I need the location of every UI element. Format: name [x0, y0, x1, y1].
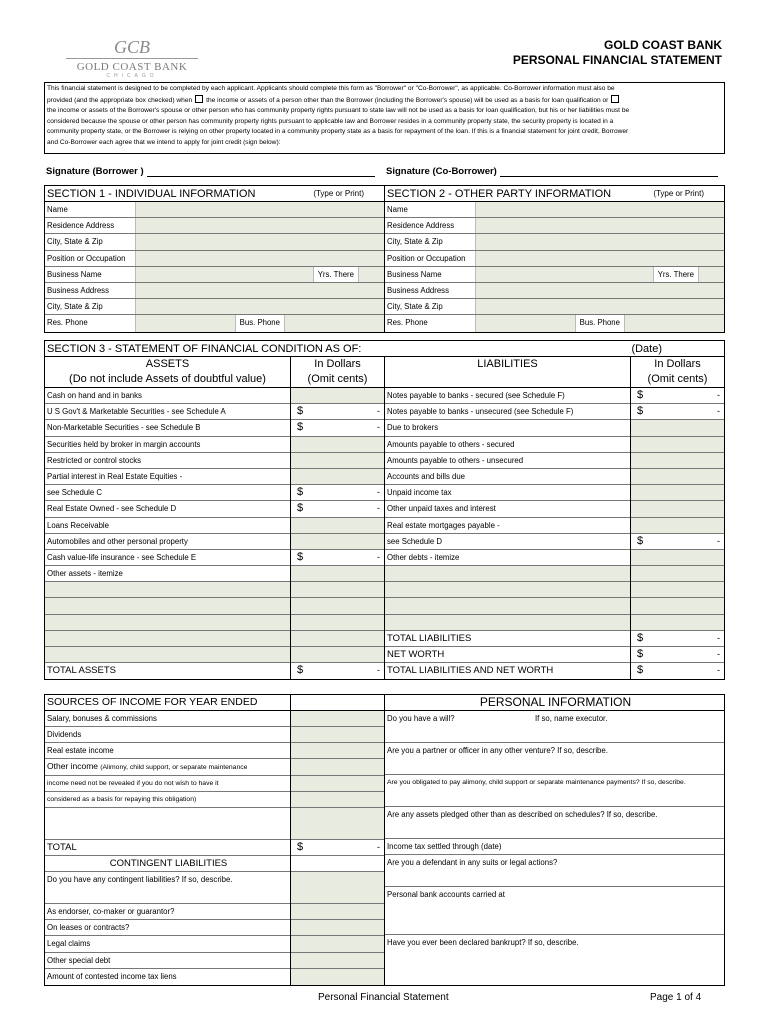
- logo-name: GOLD COAST BANK: [76, 61, 188, 73]
- liability-row[interactable]: [385, 598, 630, 614]
- asset-amount[interactable]: [291, 388, 384, 404]
- asset-amount[interactable]: [291, 550, 384, 566]
- amount-value: -: [717, 649, 720, 659]
- asset-row: Automobiles and other personal property: [45, 534, 290, 550]
- liability-row: NET WORTH: [385, 647, 630, 663]
- s1-city-field[interactable]: City, State & Zip: [45, 234, 384, 250]
- dividends-label: Dividends: [45, 727, 290, 743]
- dollar-sign: $: [297, 421, 304, 434]
- liability-amount[interactable]: [631, 631, 724, 647]
- s2-business-city-field[interactable]: City, State & Zip: [385, 299, 724, 315]
- asset-row[interactable]: [45, 647, 290, 663]
- liability-row: TOTAL LIABILITIES: [385, 631, 630, 647]
- liability-row[interactable]: [385, 566, 630, 582]
- section2-other-party-info: SECTION 2 - OTHER PARTY INFORMATION (Type or Print) Name Residence Address City, State & Zip Position or Occupation Business Name Yrs. There Business Address City, State & Zip Res. Phone Bus. Phone: [384, 185, 725, 333]
- bank-accounts-field[interactable]: Personal bank accounts carried at: [385, 887, 724, 935]
- bank-logo: [62, 38, 202, 79]
- liabilities-amount-column: In Dollars (Omit cents) $ - $ - $ - $ - $ - $ -: [631, 357, 724, 679]
- dividends-amount[interactable]: [291, 727, 384, 743]
- asset-amount[interactable]: [291, 518, 384, 534]
- contingent-title: CONTINGENT LIABILITIES: [45, 856, 290, 872]
- liability-row: Notes payable to banks - unsecured (see Schedule F): [385, 404, 630, 420]
- liability-row[interactable]: [385, 615, 630, 631]
- will-field[interactable]: Do you have a will? If so, name executor.: [385, 711, 724, 743]
- leases-amount[interactable]: [291, 920, 384, 936]
- salary-label: Salary, bonuses & commissions: [45, 711, 290, 727]
- assets-amount-column: In Dollars (Omit cents) $ - $ - $ - $ - $ - $ -: [291, 357, 385, 679]
- liability-row: Other unpaid taxes and interest: [385, 501, 630, 517]
- dollar-sign: $: [637, 648, 644, 660]
- asset-row: TOTAL ASSETS: [47, 665, 116, 677]
- dollar-sign: $: [637, 389, 644, 401]
- liability-amount[interactable]: [631, 647, 724, 663]
- liability-row: Amounts payable to others - secured: [385, 437, 630, 453]
- dollar-sign: $: [297, 502, 304, 515]
- amount-value: -: [377, 422, 380, 433]
- liability-amount[interactable]: [631, 469, 724, 485]
- asset-row[interactable]: [45, 582, 290, 598]
- intro-line: and Co-Borrower each agree that we intend to apply for joint credit (sign below):: [47, 138, 281, 146]
- asset-row[interactable]: [45, 615, 290, 631]
- tax-liens-label: Amount of contested income tax liens: [47, 971, 177, 981]
- asset-amount[interactable]: [291, 420, 384, 436]
- s1-business-city-field[interactable]: City, State & Zip: [45, 299, 384, 315]
- logo-monogram: GCB: [114, 37, 150, 57]
- s2-city-field[interactable]: City, State & Zip: [385, 234, 724, 250]
- amount-value: -: [717, 390, 720, 400]
- s2-name-field[interactable]: Name: [385, 202, 724, 218]
- liability-amount[interactable]: [631, 420, 724, 436]
- asset-amount[interactable]: [291, 647, 384, 663]
- asset-amount[interactable]: [291, 404, 384, 420]
- intro-line: considered because the spouse or other person has community property rights pursuant to applicable law and Borrower resides in a community property state, the security property is located in a: [47, 117, 614, 125]
- s2-phone-field[interactable]: Res. Phone Bus. Phone: [385, 315, 724, 331]
- amount-value: -: [717, 535, 720, 546]
- liability-amount[interactable]: [631, 615, 724, 631]
- pledged-field[interactable]: Are any assets pledged other than as described on schedules? If so, describe.: [385, 807, 724, 839]
- alimony-field[interactable]: Are you obligated to pay alimony, child support or separate maintenance payments? If so, describe.: [385, 775, 724, 807]
- endorser-label: As endorser, co-maker or guarantor?: [45, 904, 290, 920]
- s1-residence-field[interactable]: Residence Address: [45, 218, 384, 234]
- liability-amount[interactable]: [631, 566, 724, 582]
- intro-line: This financial statement is designed to be completed by each applicant. Applicants should complete this form as "Borrower" or "Co-Borrower", as applicable. Co-Borrower information must also be: [47, 85, 615, 92]
- liability-amount[interactable]: [631, 550, 724, 566]
- legal-claims-amount[interactable]: [291, 936, 384, 952]
- section3-financial-condition: [44, 340, 725, 680]
- form-title: PERSONAL FINANCIAL STATEMENT: [512, 53, 722, 67]
- asset-row: Other assets - itemize: [45, 566, 290, 582]
- asset-amount[interactable]: [291, 615, 384, 631]
- liability-amount[interactable]: [631, 437, 724, 453]
- liability-row: TOTAL LIABILITIES AND NET WORTH: [387, 665, 554, 677]
- dollar-sign: $: [637, 664, 644, 677]
- dollar-sign: $: [637, 631, 644, 644]
- tax-liens-amount[interactable]: [291, 969, 384, 985]
- asset-row: Loans Receivable: [45, 518, 290, 534]
- asset-amount[interactable]: [291, 663, 384, 679]
- s2-business-address-field[interactable]: Business Address: [385, 283, 724, 299]
- asset-amount[interactable]: [291, 437, 384, 453]
- amount-value: -: [717, 406, 720, 417]
- asset-amount[interactable]: [291, 534, 384, 550]
- s1-phone-field[interactable]: Res. Phone Bus. Phone: [45, 315, 384, 331]
- asset-amount[interactable]: [291, 598, 384, 614]
- liability-amount[interactable]: [631, 501, 724, 517]
- section3-title: SECTION 3 - STATEMENT OF FINANCIAL CONDITION AS OF:: [47, 342, 362, 355]
- intro-line: the income or assets of the Borrower's spouse or other person who has community property rights pursuant to state law will not be used as a basis for loan qualification, but his or her liabilities must be: [47, 107, 630, 115]
- asset-row: Cash on hand and in banks: [45, 388, 290, 404]
- asset-amount[interactable]: [291, 469, 384, 485]
- dollar-sign: $: [297, 486, 304, 499]
- section2-title: SECTION 2 - OTHER PARTY INFORMATION: [387, 187, 612, 200]
- asset-amount[interactable]: [291, 566, 384, 582]
- liability-row: Amounts payable to others - unsecured: [385, 453, 630, 469]
- partner-field[interactable]: Are you a partner or officer in any other venture? If so, describe.: [385, 743, 724, 775]
- asset-row: Real Estate Owned - see Schedule D: [45, 501, 290, 517]
- dollar-sign: $: [297, 405, 304, 418]
- liability-amount[interactable]: [631, 582, 724, 598]
- asset-amount[interactable]: [291, 631, 384, 647]
- assets-column: ASSETS (Do not include Assets of doubtful value) Cash on hand and in banks U S Gov't & Marketable Securities - see Schedule A Non-Marketable Securities - see Schedule B Securities held by broker in margin accounts Restricted or control stocks Partial interest in Real Estate Equities - see Schedule C Real Estate Owned - see Schedule D Loans Receivable Automobiles and other personal property Cash value-life insurance - see Schedule E Other assets - itemize TOTAL ASSETS: [45, 357, 291, 679]
- s2-residence-field[interactable]: Residence Address: [385, 218, 724, 234]
- income-note-line2: considered as a basis for repaying this obligation): [45, 792, 290, 808]
- section1-individual-info: SECTION 1 - INDIVIDUAL INFORMATION (Type or Print) Name Residence Address City, State & Zip Position or Occupation Business Name Yrs. There Business Address City, State & Zip Res. Phone Bus. Phone: [44, 185, 385, 333]
- income-note-line1: income need not be revealed if you do not wish to have it: [45, 776, 290, 792]
- borrower-signature[interactable]: Signature (Borrower ): [46, 165, 375, 177]
- liability-row: Accounts and bills due: [385, 469, 630, 485]
- amount-value: -: [377, 406, 380, 417]
- asset-row[interactable]: [45, 598, 290, 614]
- liability-amount[interactable]: [631, 518, 724, 534]
- income-blank-row[interactable]: [45, 808, 290, 840]
- liabilities-column: LIABILITIES Notes payable to banks - secured (see Schedule F) Notes payable to banks - unsecured (see Schedule F) Due to brokers Amounts payable to others - secured Amounts payable to others - unsecured Accounts and bills due Unpaid income tax Other unpaid taxes and interest Real estate mortgages payable - see Schedule D Other debts - itemize TOTAL LIABILITIES NET WORTH TOTAL LIABILITIES AND NET WORTH: [385, 357, 631, 679]
- coborrower-signature[interactable]: Signature (Co-Borrower): [386, 165, 718, 177]
- dollar-sign: $: [637, 534, 644, 547]
- liability-amount[interactable]: [631, 534, 724, 550]
- income-total-amount[interactable]: $ -: [291, 840, 384, 856]
- dollar-sign: $: [297, 550, 304, 563]
- asset-row[interactable]: [45, 631, 290, 647]
- amount-value: -: [377, 503, 380, 514]
- asset-amount[interactable]: [291, 453, 384, 469]
- s1-occupation-field[interactable]: Position or Occupation: [45, 251, 384, 267]
- bankrupt-field[interactable]: Have you ever been declared bankrupt? If so, describe.: [387, 938, 579, 948]
- dollar-sign: $: [297, 664, 304, 677]
- income-personal-section: [44, 694, 725, 986]
- liability-row[interactable]: [385, 582, 630, 598]
- liability-amount[interactable]: [631, 663, 724, 679]
- other-income-amount[interactable]: [291, 759, 384, 775]
- income-total-label: TOTAL: [45, 840, 290, 856]
- amount-value: -: [717, 665, 720, 676]
- liability-row: Real estate mortgages payable -: [385, 518, 630, 534]
- intro-text: [44, 82, 725, 154]
- co-borrower-income-checkbox[interactable]: [195, 95, 203, 103]
- liability-row: Notes payable to banks - secured (see Schedule F): [385, 388, 630, 404]
- asset-amount[interactable]: [291, 582, 384, 598]
- amount-value: -: [377, 487, 380, 498]
- legal-claims-label: Legal claims: [45, 936, 290, 952]
- liability-amount[interactable]: [631, 453, 724, 469]
- endorser-amount[interactable]: [291, 904, 384, 920]
- asset-row: Partial interest in Real Estate Equities -: [45, 469, 290, 485]
- dollar-sign: $: [637, 405, 644, 418]
- intro-line: community property state, or the Borrower is relying on other property located in a community property state as a basis for repayment of the loan. If this is a financial statement for joint credit, Borrower: [47, 128, 629, 136]
- bank-name: GOLD COAST BANK: [604, 38, 722, 52]
- liability-row: see Schedule D: [385, 534, 630, 550]
- asset-amount[interactable]: [291, 485, 384, 501]
- personal-information: [385, 695, 724, 985]
- asset-row: Securities held by broker in margin accounts: [45, 437, 290, 453]
- amount-value: -: [377, 665, 380, 676]
- liability-amount[interactable]: [631, 388, 724, 404]
- liability-amount[interactable]: [631, 485, 724, 501]
- s1-business-address-field[interactable]: Business Address: [45, 283, 384, 299]
- asset-row: Restricted or control stocks: [45, 453, 290, 469]
- section3-date-label: (Date): [631, 342, 662, 355]
- asset-row: U S Gov't & Marketable Securities - see Schedule A: [45, 404, 290, 420]
- special-debt-amount[interactable]: [291, 953, 384, 969]
- s1-name-field[interactable]: Name: [45, 202, 384, 218]
- footer-label: Personal Financial Statement: [318, 992, 449, 1003]
- defendant-field[interactable]: Are you a defendant in any suits or legal actions?: [385, 855, 724, 887]
- leases-label: On leases or contracts?: [45, 920, 290, 936]
- liability-amount[interactable]: [631, 404, 724, 420]
- s1-business-name-field[interactable]: Business Name Yrs. There: [45, 267, 384, 283]
- amount-value: -: [377, 551, 380, 562]
- special-debt-label: Other special debt: [45, 953, 290, 969]
- s2-occupation-field[interactable]: Position or Occupation: [385, 251, 724, 267]
- personal-title: PERSONAL INFORMATION: [385, 695, 724, 711]
- intro-line: provided (and the appropriate box checked) when the income or assets of a person other than the Borrower (including the Borrower's spouse) will be used as a basis for loan qualification or: [47, 95, 722, 107]
- salary-amount[interactable]: [291, 711, 384, 727]
- logo-sub: CHICAGO: [106, 73, 158, 79]
- income-title: SOURCES OF INCOME FOR YEAR ENDED: [45, 695, 290, 711]
- s2-business-name-field[interactable]: Business Name Yrs. There: [385, 267, 724, 283]
- asset-row: Non-Marketable Securities - see Schedule B: [45, 420, 290, 436]
- asset-row: see Schedule C: [45, 485, 290, 501]
- contingent-describe: Do you have any contingent liabilities? If so, describe.: [45, 872, 290, 904]
- liability-row: Unpaid income tax: [385, 485, 630, 501]
- co-borrower-liabilities-checkbox[interactable]: [611, 95, 619, 103]
- asset-amount[interactable]: [291, 501, 384, 517]
- liability-amount[interactable]: [631, 598, 724, 614]
- asset-row: Cash value-life insurance - see Schedule E: [45, 550, 290, 566]
- page-number: Page 1 of 4: [650, 992, 702, 1003]
- tax-settled-field[interactable]: Income tax settled through (date): [385, 839, 724, 855]
- form-header: [513, 38, 722, 68]
- liability-row: Due to brokers: [385, 420, 630, 436]
- section1-title: SECTION 1 - INDIVIDUAL INFORMATION: [47, 187, 256, 200]
- realestate-income-label: Real estate income: [45, 743, 290, 759]
- amount-value: -: [717, 632, 720, 643]
- other-income-label: Other income (Alimony, child support, or separate maintenance: [45, 759, 290, 775]
- liability-row: Other debts - itemize: [385, 550, 630, 566]
- realestate-income-amount[interactable]: [291, 743, 384, 759]
